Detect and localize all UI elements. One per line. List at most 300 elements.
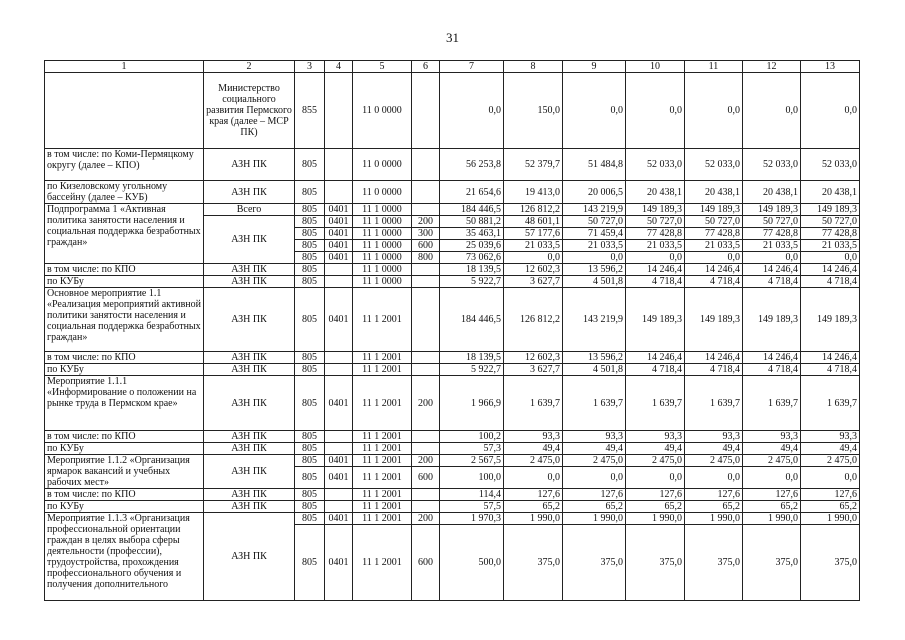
amount-cell: 1 639,7 — [626, 376, 685, 431]
amount-cell: 4 718,4 — [685, 276, 743, 288]
admin-code-cell: 805 — [295, 288, 325, 352]
row-description: в том числе: по КПО — [45, 431, 204, 443]
section-code-cell — [325, 501, 353, 513]
amount-cell: 50 727,0 — [801, 216, 860, 228]
section-code-cell: 0401 — [325, 240, 353, 252]
admin-code-cell: 805 — [295, 525, 325, 601]
column-number: 6 — [412, 61, 440, 73]
column-number: 5 — [353, 61, 412, 73]
table-row — [45, 181, 860, 204]
section-code-cell — [325, 264, 353, 276]
amount-cell: 57,5 — [440, 501, 504, 513]
section-code-cell: 0401 — [325, 513, 353, 525]
admin-code-cell: 805 — [295, 489, 325, 501]
amount-cell: 1 639,7 — [563, 376, 626, 431]
amount-cell: 126 812,2 — [504, 204, 563, 216]
amount-cell: 50 881,2 — [440, 216, 504, 228]
amount-cell: 0,0 — [743, 252, 801, 264]
page-number: 31 — [446, 30, 459, 45]
target-code-cell: 11 0 0000 — [353, 181, 412, 204]
amount-cell: 0,0 — [504, 252, 563, 264]
amount-cell: 127,6 — [504, 489, 563, 501]
amount-cell: 4 718,4 — [801, 364, 860, 376]
admin-code-cell: 805 — [295, 204, 325, 216]
amount-cell: 14 246,4 — [685, 264, 743, 276]
target-code-cell: 11 1 2001 — [353, 443, 412, 455]
amount-cell: 57 177,6 — [504, 228, 563, 240]
amount-cell: 12 602,3 — [504, 352, 563, 364]
target-code-cell: 11 1 2001 — [353, 467, 412, 489]
amount-cell: 77 428,8 — [626, 228, 685, 240]
amount-cell: 14 246,4 — [743, 352, 801, 364]
amount-cell: 4 501,8 — [563, 276, 626, 288]
table-row — [45, 455, 860, 467]
section-code-cell: 0401 — [325, 376, 353, 431]
amount-cell: 21 033,5 — [685, 240, 743, 252]
amount-cell: 4 718,4 — [685, 364, 743, 376]
expense-type-cell — [412, 73, 440, 149]
amount-cell: 14 246,4 — [626, 352, 685, 364]
section-code-cell: 0401 — [325, 288, 353, 352]
amount-cell: 65,2 — [801, 501, 860, 513]
amount-cell: 4 718,4 — [743, 276, 801, 288]
admin-code-cell: 805 — [295, 240, 325, 252]
amount-cell: 93,3 — [685, 431, 743, 443]
target-code-cell: 11 1 2001 — [353, 513, 412, 525]
amount-cell: 2 475,0 — [626, 455, 685, 467]
target-code-cell: 11 1 2001 — [353, 364, 412, 376]
amount-cell: 49,4 — [563, 443, 626, 455]
organization-cell: АЗН ПК — [204, 364, 295, 376]
amount-cell: 52 379,7 — [504, 149, 563, 181]
section-code-cell — [325, 431, 353, 443]
amount-cell: 93,3 — [504, 431, 563, 443]
amount-cell: 1 966,9 — [440, 376, 504, 431]
amount-cell: 1 970,3 — [440, 513, 504, 525]
table-row — [45, 149, 860, 181]
expense-type-cell — [412, 181, 440, 204]
amount-cell: 149 189,3 — [685, 288, 743, 352]
amount-cell: 49,4 — [626, 443, 685, 455]
amount-cell: 149 189,3 — [801, 204, 860, 216]
amount-cell: 93,3 — [626, 431, 685, 443]
section-code-cell — [325, 352, 353, 364]
organization-cell: АЗН ПК — [204, 276, 295, 288]
amount-cell: 4 718,4 — [626, 364, 685, 376]
table-row — [45, 204, 860, 216]
column-number: 7 — [440, 61, 504, 73]
admin-code-cell: 805 — [295, 181, 325, 204]
target-code-cell: 11 0 0000 — [353, 149, 412, 181]
expense-type-cell — [412, 276, 440, 288]
expense-type-cell — [412, 489, 440, 501]
amount-cell: 52 033,0 — [801, 149, 860, 181]
amount-cell: 48 601,1 — [504, 216, 563, 228]
admin-code-cell: 805 — [295, 216, 325, 228]
table-row — [45, 443, 860, 455]
target-code-cell: 11 1 2001 — [353, 288, 412, 352]
amount-cell: 57,3 — [440, 443, 504, 455]
amount-cell: 50 727,0 — [626, 216, 685, 228]
expense-type-cell: 200 — [412, 216, 440, 228]
expense-type-cell — [412, 431, 440, 443]
target-code-cell: 11 1 2001 — [353, 525, 412, 601]
column-number: 11 — [685, 61, 743, 73]
expense-type-cell — [412, 364, 440, 376]
row-description: Мероприятие 1.1.2 «Организация ярмарок вакансий и учебных рабочих мест» — [45, 455, 204, 489]
admin-code-cell: 805 — [295, 376, 325, 431]
expense-type-cell: 200 — [412, 455, 440, 467]
amount-cell: 35 463,1 — [440, 228, 504, 240]
target-code-cell: 11 1 2001 — [353, 455, 412, 467]
amount-cell: 77 428,8 — [685, 228, 743, 240]
organization-cell: АЗН ПК — [204, 501, 295, 513]
amount-cell: 1 990,0 — [504, 513, 563, 525]
amount-cell: 21 033,5 — [743, 240, 801, 252]
column-number: 13 — [801, 61, 860, 73]
section-code-cell: 0401 — [325, 455, 353, 467]
column-number: 2 — [204, 61, 295, 73]
row-description: в том числе: по КПО — [45, 264, 204, 276]
amount-cell: 375,0 — [563, 525, 626, 601]
amount-cell: 4 501,8 — [563, 364, 626, 376]
amount-cell: 375,0 — [743, 525, 801, 601]
amount-cell: 56 253,8 — [440, 149, 504, 181]
amount-cell: 65,2 — [563, 501, 626, 513]
expense-type-cell: 600 — [412, 240, 440, 252]
row-description: в том числе: по КПО — [45, 352, 204, 364]
amount-cell: 52 033,0 — [685, 149, 743, 181]
organization-cell: АЗН ПК — [204, 376, 295, 431]
table-row — [45, 264, 860, 276]
amount-cell: 0,0 — [685, 73, 743, 149]
amount-cell: 20 438,1 — [685, 181, 743, 204]
admin-code-cell: 805 — [295, 501, 325, 513]
amount-cell: 127,6 — [626, 489, 685, 501]
table-row — [45, 489, 860, 501]
amount-cell: 2 567,5 — [440, 455, 504, 467]
row-description: по КУБу — [45, 364, 204, 376]
amount-cell: 18 139,5 — [440, 352, 504, 364]
amount-cell: 2 475,0 — [504, 455, 563, 467]
admin-code-cell: 805 — [295, 443, 325, 455]
organization-cell: АЗН ПК — [204, 455, 295, 489]
amount-cell: 2 475,0 — [685, 455, 743, 467]
amount-cell: 149 189,3 — [685, 204, 743, 216]
table-row — [45, 352, 860, 364]
amount-cell: 0,0 — [801, 252, 860, 264]
admin-code-cell: 805 — [295, 513, 325, 525]
amount-cell: 65,2 — [743, 501, 801, 513]
row-description: Подпрограмма 1 «Активная политика занятости населения и социальная поддержка безработных граждан» — [45, 204, 204, 264]
organization-cell: АЗН ПК — [204, 149, 295, 181]
amount-cell: 184 446,5 — [440, 288, 504, 352]
row-description: по КУБу — [45, 443, 204, 455]
amount-cell: 21 033,5 — [801, 240, 860, 252]
amount-cell: 65,2 — [626, 501, 685, 513]
amount-cell: 51 484,8 — [563, 149, 626, 181]
amount-cell: 93,3 — [563, 431, 626, 443]
amount-cell: 77 428,8 — [743, 228, 801, 240]
target-code-cell: 11 1 2001 — [353, 376, 412, 431]
amount-cell: 14 246,4 — [685, 352, 743, 364]
amount-cell: 18 139,5 — [440, 264, 504, 276]
section-code-cell — [325, 276, 353, 288]
admin-code-cell: 805 — [295, 352, 325, 364]
column-number: 3 — [295, 61, 325, 73]
amount-cell: 1 639,7 — [504, 376, 563, 431]
section-code-cell — [325, 149, 353, 181]
expense-type-cell: 300 — [412, 228, 440, 240]
amount-cell: 114,4 — [440, 489, 504, 501]
amount-cell: 13 596,2 — [563, 264, 626, 276]
amount-cell: 0,0 — [626, 252, 685, 264]
target-code-cell: 11 1 0000 — [353, 264, 412, 276]
amount-cell: 25 039,6 — [440, 240, 504, 252]
table-row — [45, 501, 860, 513]
budget-table — [44, 60, 860, 601]
amount-cell: 52 033,0 — [743, 149, 801, 181]
admin-code-cell: 805 — [295, 467, 325, 489]
amount-cell: 0,0 — [685, 252, 743, 264]
amount-cell: 0,0 — [685, 467, 743, 489]
amount-cell: 4 718,4 — [743, 364, 801, 376]
table-row — [45, 73, 860, 149]
amount-cell: 20 438,1 — [801, 181, 860, 204]
amount-cell: 150,0 — [504, 73, 563, 149]
amount-cell: 93,3 — [801, 431, 860, 443]
amount-cell: 143 219,9 — [563, 288, 626, 352]
amount-cell: 184 446,5 — [440, 204, 504, 216]
organization-cell: Министерство социального развития Пермского края (далее – МСР ПК) — [204, 73, 295, 149]
amount-cell: 20 438,1 — [626, 181, 685, 204]
target-code-cell: 11 0 0000 — [353, 73, 412, 149]
amount-cell: 49,4 — [685, 443, 743, 455]
amount-cell: 5 922,7 — [440, 276, 504, 288]
target-code-cell: 11 1 2001 — [353, 352, 412, 364]
row-description: в том числе: по Коми-Пермяцкому округу (далее – КПО) — [45, 149, 204, 181]
amount-cell: 149 189,3 — [626, 288, 685, 352]
amount-cell: 127,6 — [801, 489, 860, 501]
amount-cell: 2 475,0 — [743, 455, 801, 467]
amount-cell: 375,0 — [626, 525, 685, 601]
amount-cell: 1 990,0 — [743, 513, 801, 525]
target-code-cell: 11 1 2001 — [353, 501, 412, 513]
amount-cell: 12 602,3 — [504, 264, 563, 276]
amount-cell: 100,0 — [440, 467, 504, 489]
expense-type-cell: 600 — [412, 525, 440, 601]
column-number: 12 — [743, 61, 801, 73]
amount-cell: 127,6 — [743, 489, 801, 501]
table-row — [45, 431, 860, 443]
amount-cell: 1 639,7 — [743, 376, 801, 431]
amount-cell: 1 990,0 — [801, 513, 860, 525]
amount-cell: 127,6 — [563, 489, 626, 501]
admin-code-cell: 805 — [295, 264, 325, 276]
amount-cell: 49,4 — [743, 443, 801, 455]
amount-cell: 1 990,0 — [685, 513, 743, 525]
table-row — [45, 376, 860, 431]
amount-cell: 77 428,8 — [801, 228, 860, 240]
amount-cell: 0,0 — [563, 467, 626, 489]
amount-cell: 50 727,0 — [685, 216, 743, 228]
amount-cell: 52 033,0 — [626, 149, 685, 181]
amount-cell: 375,0 — [685, 525, 743, 601]
target-code-cell: 11 1 2001 — [353, 431, 412, 443]
admin-code-cell: 805 — [295, 364, 325, 376]
section-code-cell — [325, 181, 353, 204]
organization-cell: АЗН ПК — [204, 443, 295, 455]
row-description: Основное мероприятие 1.1 «Реализация мероприятий активной политики занятости населения и социальная поддержка безработных граждан» — [45, 288, 204, 352]
row-description: по Кизеловскому угольному бассейну (далее – КУБ) — [45, 181, 204, 204]
section-code-cell: 0401 — [325, 467, 353, 489]
target-code-cell: 11 1 0000 — [353, 240, 412, 252]
expense-type-cell — [412, 264, 440, 276]
target-code-cell: 11 1 2001 — [353, 489, 412, 501]
amount-cell: 0,0 — [743, 467, 801, 489]
target-code-cell: 11 1 0000 — [353, 216, 412, 228]
amount-cell: 149 189,3 — [743, 204, 801, 216]
amount-cell: 1 990,0 — [626, 513, 685, 525]
amount-cell: 0,0 — [440, 73, 504, 149]
column-number: 1 — [45, 61, 204, 73]
amount-cell: 5 922,7 — [440, 364, 504, 376]
section-code-cell — [325, 489, 353, 501]
organization-cell: АЗН ПК — [204, 513, 295, 601]
row-description — [45, 73, 204, 149]
amount-cell: 21 654,6 — [440, 181, 504, 204]
amount-cell: 0,0 — [563, 252, 626, 264]
amount-cell: 0,0 — [801, 73, 860, 149]
section-code-cell — [325, 364, 353, 376]
organization-cell: АЗН ПК — [204, 181, 295, 204]
amount-cell: 100,2 — [440, 431, 504, 443]
row-description: Мероприятие 1.1.3 «Организация профессиональной ориентации граждан в целях выбора сферы деятельности (профессии), трудоустройства, прохождения профессионального обучения и получения дополнительного — [45, 513, 204, 601]
amount-cell: 20 438,1 — [743, 181, 801, 204]
amount-cell: 4 718,4 — [626, 276, 685, 288]
amount-cell: 49,4 — [801, 443, 860, 455]
amount-cell: 149 189,3 — [743, 288, 801, 352]
amount-cell: 49,4 — [504, 443, 563, 455]
amount-cell: 65,2 — [504, 501, 563, 513]
expense-type-cell: 200 — [412, 513, 440, 525]
expense-type-cell: 200 — [412, 376, 440, 431]
amount-cell: 14 246,4 — [801, 264, 860, 276]
amount-cell: 20 006,5 — [563, 181, 626, 204]
amount-cell: 1 639,7 — [685, 376, 743, 431]
amount-cell: 0,0 — [743, 73, 801, 149]
amount-cell: 14 246,4 — [626, 264, 685, 276]
expense-type-cell — [412, 204, 440, 216]
amount-cell: 1 639,7 — [801, 376, 860, 431]
expense-type-cell: 600 — [412, 467, 440, 489]
amount-cell: 149 189,3 — [626, 204, 685, 216]
organization-cell: Всего — [204, 204, 295, 216]
admin-code-cell: 805 — [295, 431, 325, 443]
amount-cell: 50 727,0 — [563, 216, 626, 228]
admin-code-cell: 805 — [295, 149, 325, 181]
column-number: 9 — [563, 61, 626, 73]
expense-type-cell — [412, 501, 440, 513]
organization-cell: АЗН ПК — [204, 489, 295, 501]
amount-cell: 127,6 — [685, 489, 743, 501]
admin-code-cell: 805 — [295, 228, 325, 240]
amount-cell: 2 475,0 — [563, 455, 626, 467]
amount-cell: 2 475,0 — [801, 455, 860, 467]
expense-type-cell — [412, 443, 440, 455]
table-row — [45, 513, 860, 525]
header-row — [45, 61, 860, 73]
section-code-cell: 0401 — [325, 525, 353, 601]
amount-cell: 14 246,4 — [743, 264, 801, 276]
amount-cell: 375,0 — [504, 525, 563, 601]
section-code-cell: 0401 — [325, 216, 353, 228]
organization-cell: АЗН ПК — [204, 216, 295, 264]
amount-cell: 93,3 — [743, 431, 801, 443]
amount-cell: 143 219,9 — [563, 204, 626, 216]
expense-type-cell: 800 — [412, 252, 440, 264]
amount-cell: 0,0 — [626, 467, 685, 489]
amount-cell: 21 033,5 — [563, 240, 626, 252]
section-code-cell — [325, 443, 353, 455]
amount-cell: 71 459,4 — [563, 228, 626, 240]
section-code-cell — [325, 73, 353, 149]
row-description: в том числе: по КПО — [45, 489, 204, 501]
amount-cell: 0,0 — [801, 467, 860, 489]
amount-cell: 149 189,3 — [801, 288, 860, 352]
row-description: по КУБу — [45, 501, 204, 513]
section-code-cell: 0401 — [325, 228, 353, 240]
amount-cell: 0,0 — [504, 467, 563, 489]
amount-cell: 19 413,0 — [504, 181, 563, 204]
amount-cell: 73 062,6 — [440, 252, 504, 264]
expense-type-cell — [412, 352, 440, 364]
organization-cell: АЗН ПК — [204, 431, 295, 443]
section-code-cell: 0401 — [325, 204, 353, 216]
amount-cell: 14 246,4 — [801, 352, 860, 364]
amount-cell: 126 812,2 — [504, 288, 563, 352]
row-description: Мероприятие 1.1.1 «Информирование о положении на рынке труда в Пермском крае» — [45, 376, 204, 431]
amount-cell: 50 727,0 — [743, 216, 801, 228]
admin-code-cell: 805 — [295, 252, 325, 264]
amount-cell: 4 718,4 — [801, 276, 860, 288]
expense-type-cell — [412, 288, 440, 352]
section-code-cell: 0401 — [325, 252, 353, 264]
target-code-cell: 11 1 0000 — [353, 276, 412, 288]
amount-cell: 375,0 — [801, 525, 860, 601]
table-row — [45, 276, 860, 288]
admin-code-cell: 805 — [295, 455, 325, 467]
organization-cell: АЗН ПК — [204, 352, 295, 364]
expense-type-cell — [412, 149, 440, 181]
amount-cell: 65,2 — [685, 501, 743, 513]
table-row — [45, 364, 860, 376]
amount-cell: 500,0 — [440, 525, 504, 601]
amount-cell: 3 627,7 — [504, 276, 563, 288]
admin-code-cell: 805 — [295, 276, 325, 288]
column-number: 10 — [626, 61, 685, 73]
amount-cell: 13 596,2 — [563, 352, 626, 364]
amount-cell: 21 033,5 — [504, 240, 563, 252]
amount-cell: 0,0 — [626, 73, 685, 149]
amount-cell: 21 033,5 — [626, 240, 685, 252]
target-code-cell: 11 1 0000 — [353, 228, 412, 240]
column-number: 4 — [325, 61, 353, 73]
admin-code-cell: 855 — [295, 73, 325, 149]
target-code-cell: 11 1 0000 — [353, 204, 412, 216]
target-code-cell: 11 1 0000 — [353, 252, 412, 264]
table-row — [45, 288, 860, 352]
